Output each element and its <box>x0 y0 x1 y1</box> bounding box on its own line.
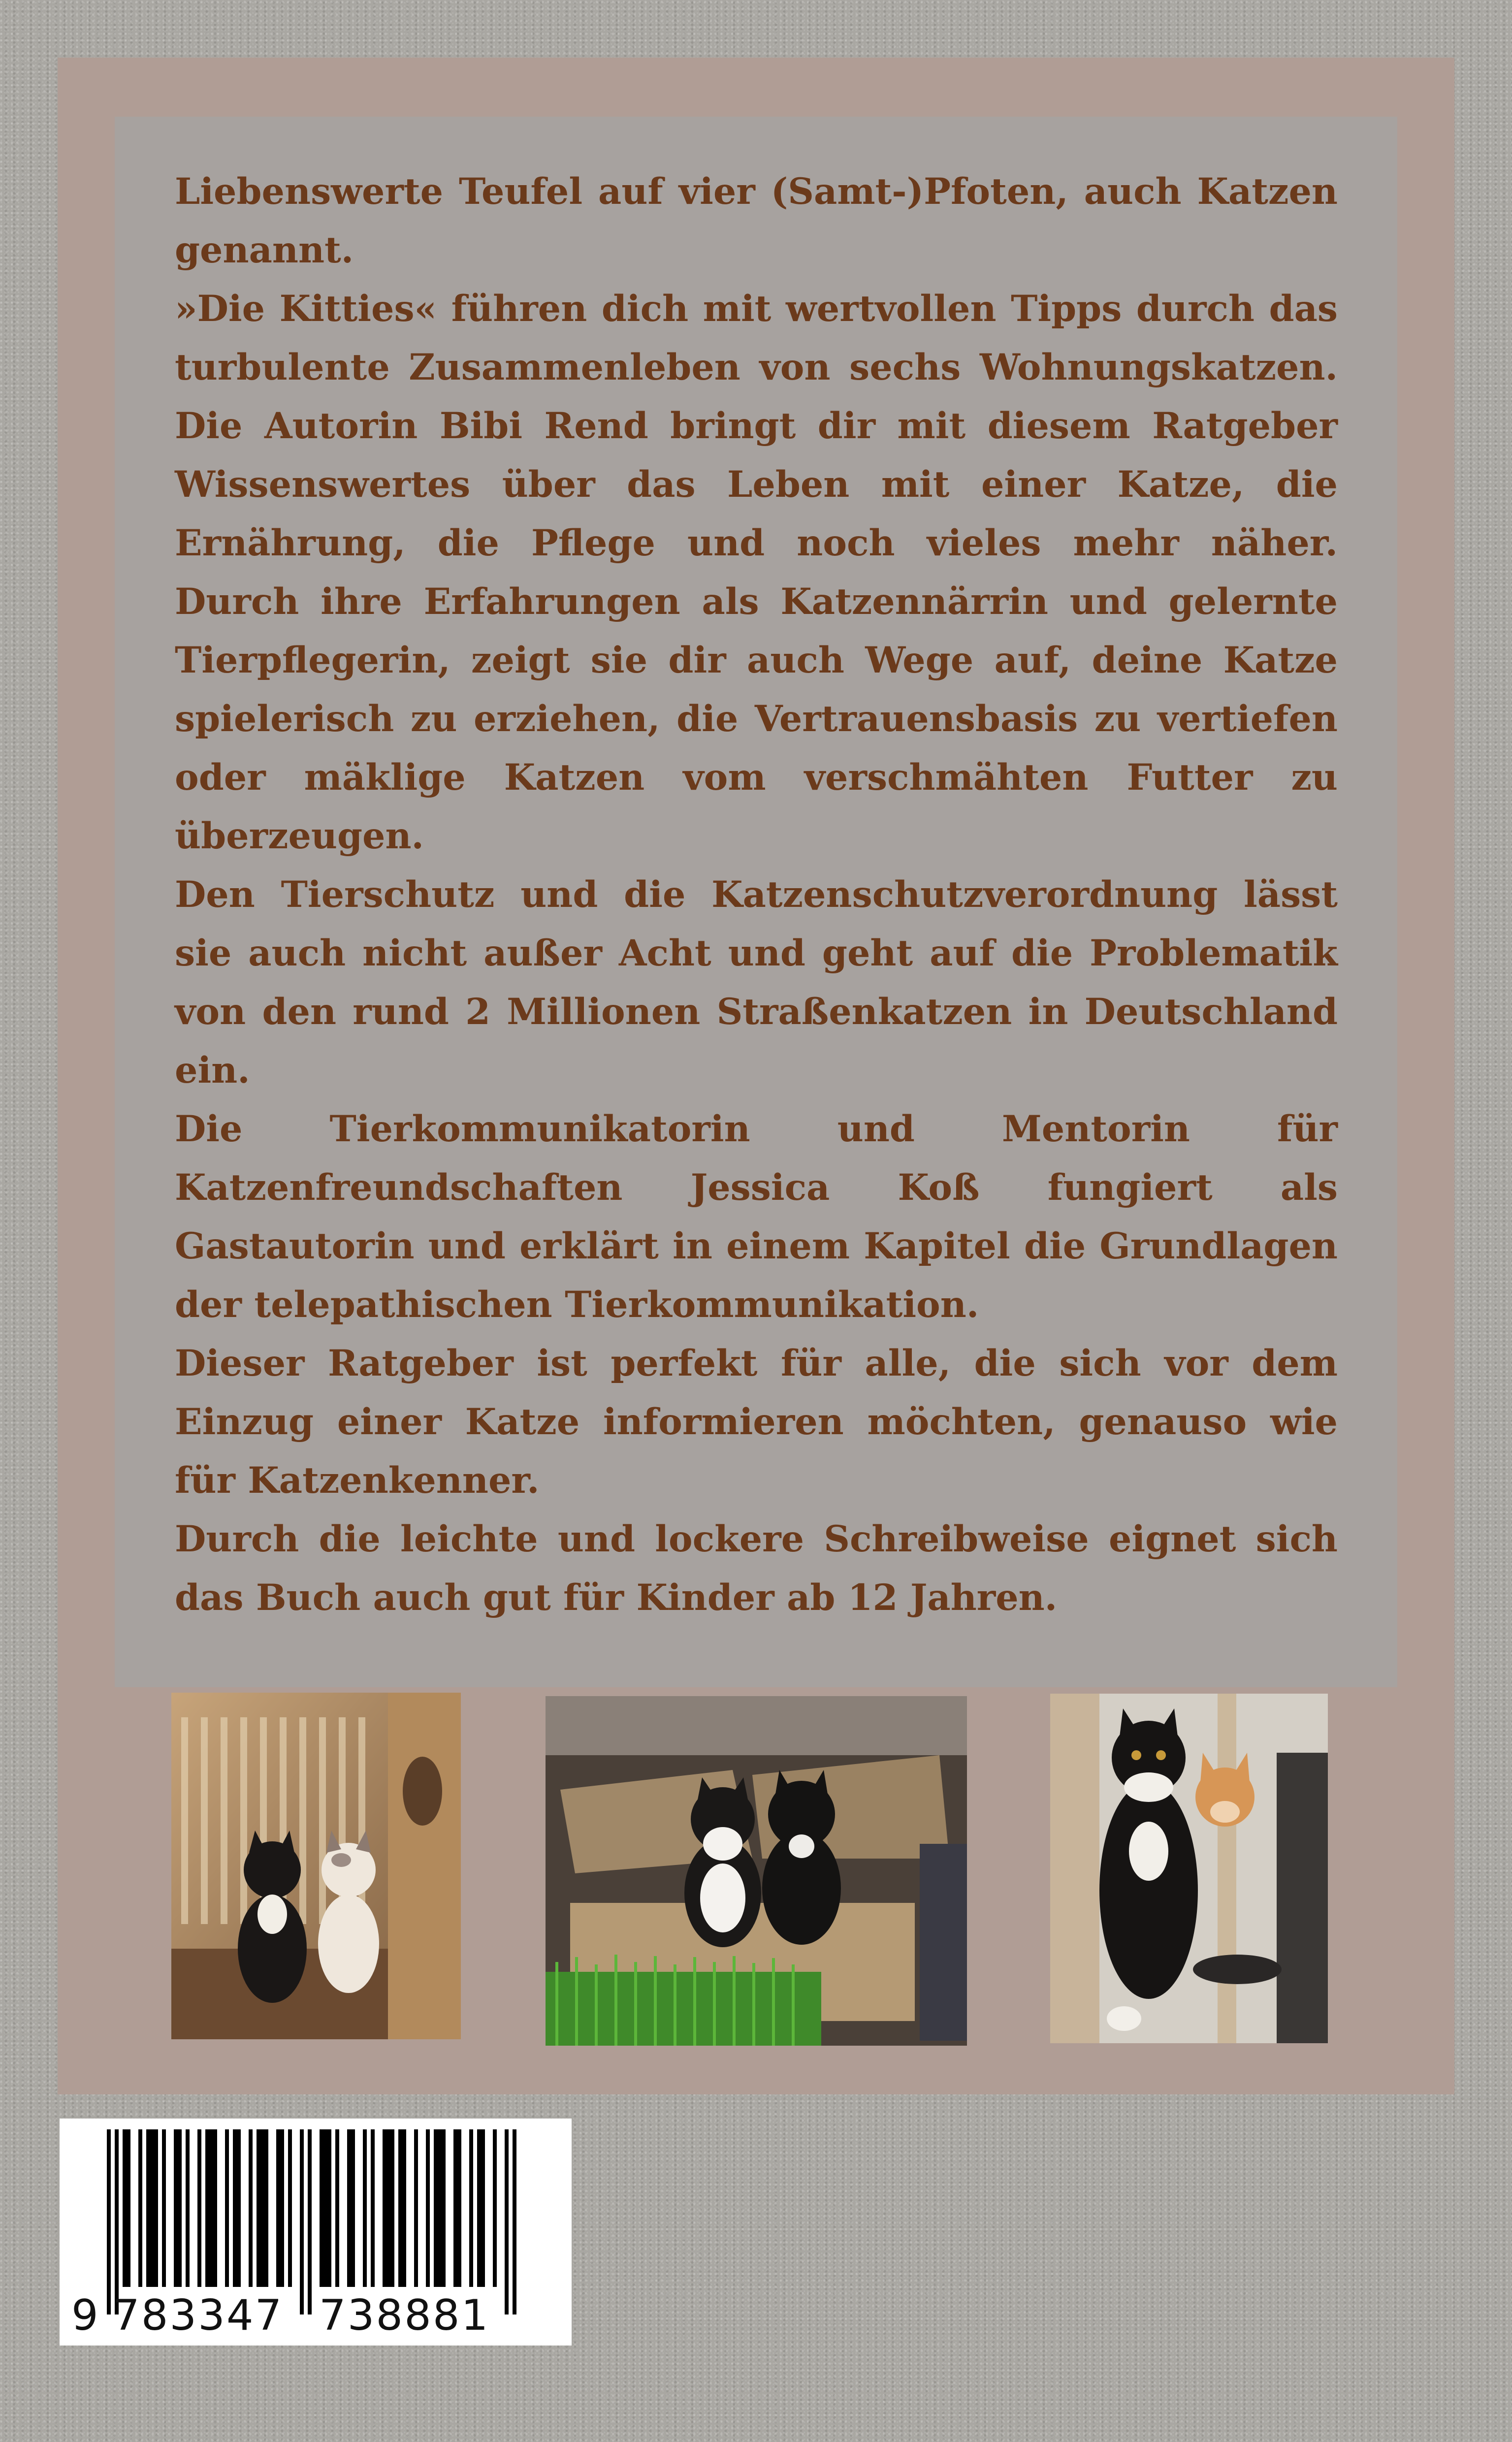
isbn-first-digit: 9 <box>71 2291 98 2340</box>
blurb-paragraph: Die Tierkommunikatorin und Mentorin für Katzenfreundschaften Jessica Koß fungiert als Gastautorin und erklärt in einem Kapitel die Grundlagen der telepathischen Tierkommunikation. <box>175 1108 1338 1326</box>
blurb-paragraph: Liebenswerte Teufel auf vier (Samt-)Pfoten, auch Katzen genannt. <box>175 170 1338 271</box>
cat-photo-box <box>546 1696 967 2046</box>
isbn-digits <box>60 2291 572 2340</box>
cat-photo-scratching-post <box>1050 1694 1328 2043</box>
isbn-barcode <box>60 2119 572 2346</box>
isbn-right-group: 738881 <box>319 2291 490 2340</box>
cat-photo-scratching-post-image <box>1050 1694 1328 2043</box>
blurb-paragraph: Durch die leichte und lockere Schreibweise eignet sich das Buch auch gut für Kinder ab 12 Jahren. <box>175 1518 1338 1619</box>
isbn-left-group: 783347 <box>113 2291 284 2340</box>
cat-photo-radiator-image <box>171 1693 461 2039</box>
cat-photo-box-image <box>546 1696 967 2046</box>
book-blurb <box>175 162 1338 1627</box>
blurb-paragraph: Dieser Ratgeber ist perfekt für alle, die sich vor dem Einzug einer Katze informieren möchten, genauso wie für Katzenkenner. <box>175 1342 1338 1502</box>
blurb-paragraph: »Die Kitties« führen dich mit wertvollen Tipps durch das turbulente Zusammenleben von sechs Wohnungskatzen. Die Autorin Bibi Rend bringt dir mit diesem Ratgeber Wissenswertes über das Leben mit einer Katze, die Ernährung, die Pflege und noch vieles mehr näher. Durch ihre Erfahrungen als Katzennärrin und gelernte Tierpflegerin, zeigt sie dir auch Wege auf, deine Katze spielerisch zu erziehen, die Vertrauensbasis zu vertiefen oder mäklige Katzen vom verschmähten Futter zu überzeugen. <box>175 288 1338 857</box>
blurb-paragraph: Den Tierschutz und die Katzenschutzverordnung lässt sie auch nicht außer Acht und geht auf die Problematik von den rund 2 Millionen Straßenkatzen in Deutschland ein. <box>175 873 1338 1092</box>
cat-photo-radiator <box>171 1693 461 2039</box>
